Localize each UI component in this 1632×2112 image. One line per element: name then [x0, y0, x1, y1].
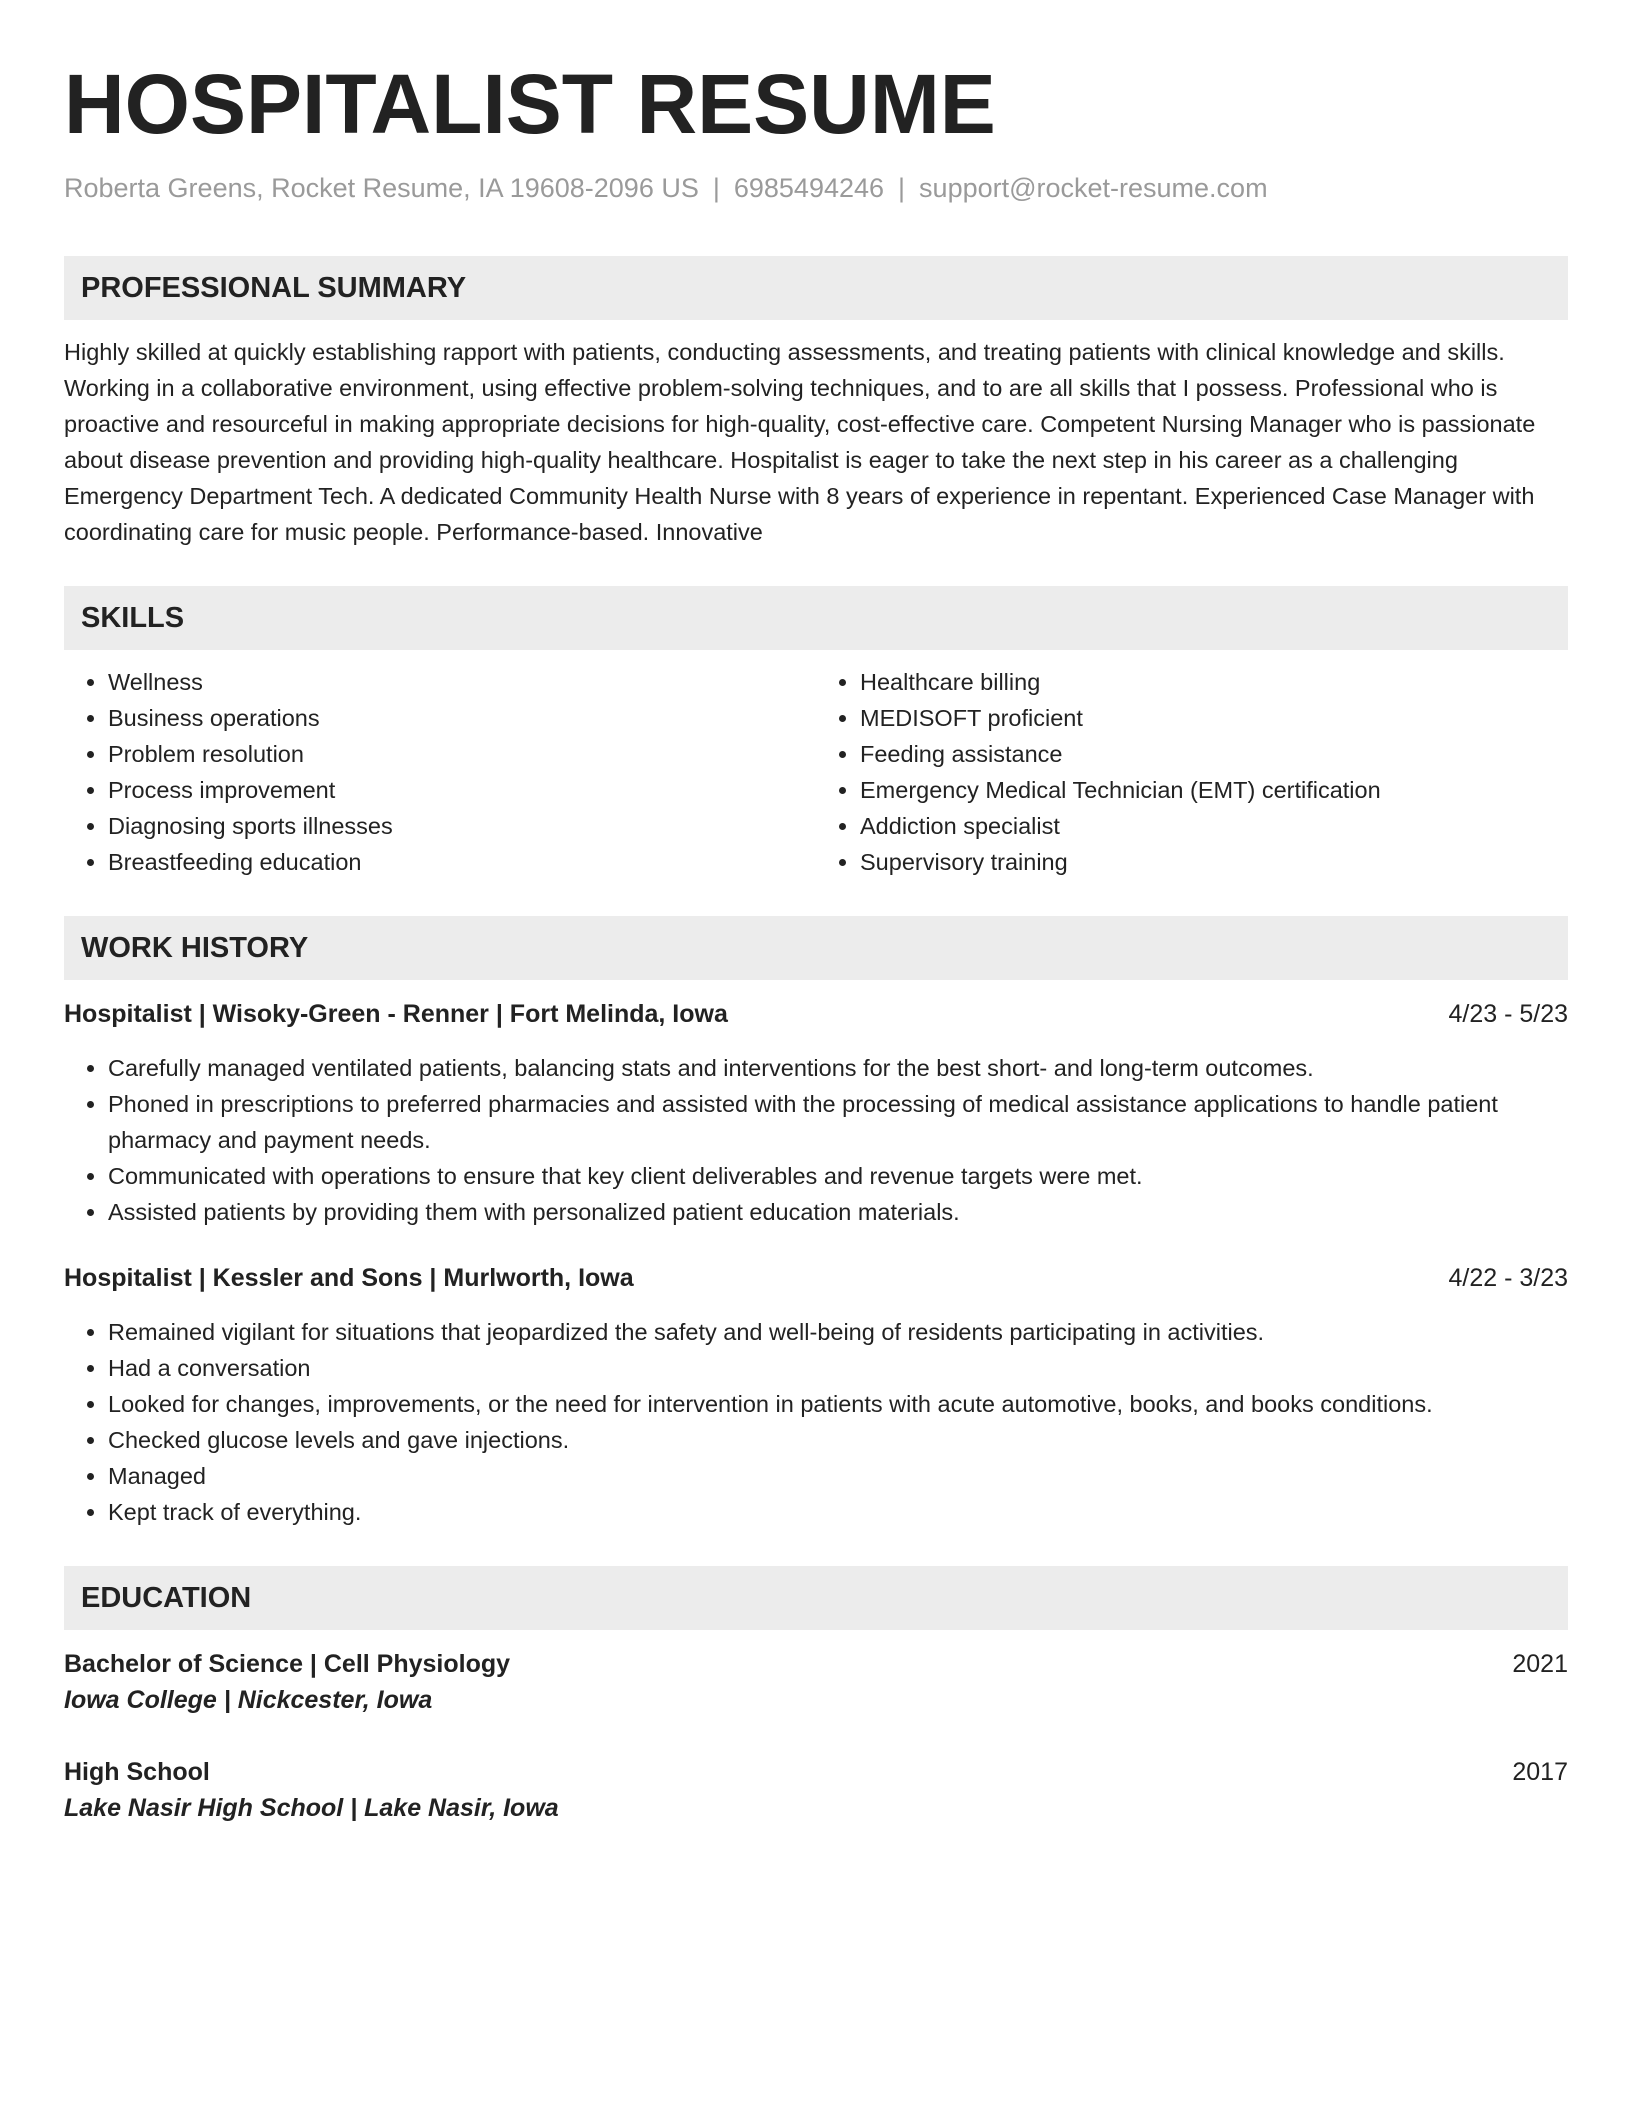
education-heading: EDUCATION	[64, 1566, 1568, 1630]
skill-item: • Addiction specialist	[860, 808, 1568, 844]
skill-item: • MEDISOFT proficient	[860, 700, 1568, 736]
education-school: Iowa College | Nickcester, Iowa	[64, 1686, 433, 1714]
skill-item: • Process improvement	[108, 772, 816, 808]
education-entry	[64, 1646, 1568, 1718]
job-header	[64, 996, 1568, 1032]
contact-email: support@rocket-resume.com	[919, 173, 1268, 203]
skills-columns	[64, 664, 1568, 880]
skill-item: • Supervisory training	[860, 844, 1568, 880]
skill-item: • Diagnosing sports illnesses	[108, 808, 816, 844]
work-heading: WORK HISTORY	[64, 916, 1568, 980]
education-school: Lake Nasir High School | Lake Nasir, Iowa	[64, 1794, 559, 1822]
job-bullet: • Looked for changes, improvements, or the need for intervention in patients with acute automotive, books, and books conditions.	[108, 1386, 1568, 1422]
education-year: 2017	[1512, 1758, 1568, 1786]
education-header	[64, 1646, 1568, 1682]
job-title: Hospitalist | Wisoky-Green - Renner | Fort Melinda, Iowa	[64, 1000, 728, 1028]
skill-item: • Feeding assistance	[860, 736, 1568, 772]
contact-separator: |	[898, 173, 906, 203]
job-header	[64, 1260, 1568, 1296]
job-bullet: • Managed	[108, 1458, 1568, 1494]
contact-line	[64, 170, 1568, 206]
skill-item: • Emergency Medical Technician (EMT) certification	[860, 772, 1568, 808]
job-bullet: • Carefully managed ventilated patients, balancing stats and interventions for the best short- and long-term outcomes.	[108, 1050, 1568, 1086]
job-title: Hospitalist | Kessler and Sons | Murlworth, Iowa	[64, 1264, 634, 1292]
job-bullet: • Checked glucose levels and gave injections.	[108, 1422, 1568, 1458]
skill-item: • Breastfeeding education	[108, 844, 816, 880]
skills-right-list	[816, 664, 1568, 880]
job-bullet: • Assisted patients by providing them with personalized patient education materials.	[108, 1194, 1568, 1230]
summary-text: Highly skilled at quickly establishing rapport with patients, conducting assessments, and treating patients with clinical knowledge and skills. Working in a collaborative environment, using effective problem-solving techniques, and to are all skills that I possess. Professional who is proactive and resourceful in making appropriate decisions for high-quality, cost-effective care. Competent Nursing Manager who is passionate about disease prevention and providing high-quality healthcare. Hospitalist is eager to take the next step in his career as a challenging Emergency Department Tech. A dedicated Community Health Nurse with 8 years of experience in repentant. Experienced Case Manager with coordinating care for music people. Performance-based. Innovative	[64, 339, 1536, 545]
job-bullet: • Phoned in prescriptions to preferred pharmacies and assisted with the processing of medical assistance applications to handle patient pharmacy and payment needs.	[108, 1086, 1568, 1158]
job-bullet: • Remained vigilant for situations that jeopardized the safety and well-being of residents participating in activities.	[108, 1314, 1568, 1350]
job-bullet-list	[64, 1050, 1568, 1230]
job-bullet: • Had a conversation	[108, 1350, 1568, 1386]
job-dates: 4/22 - 3/23	[1448, 1264, 1568, 1292]
skill-item: • Wellness	[108, 664, 816, 700]
resume-title: HOSPITALIST RESUME	[64, 57, 996, 151]
skill-item: • Problem resolution	[108, 736, 816, 772]
contact-address: Roberta Greens, Rocket Resume, IA 19608-2096 US	[64, 173, 699, 203]
skill-item: • Business operations	[108, 700, 816, 736]
education-degree: High School	[64, 1758, 210, 1786]
job-bullet: • Communicated with operations to ensure that key client deliverables and revenue targets were met.	[108, 1158, 1568, 1194]
education-degree: Bachelor of Science | Cell Physiology	[64, 1650, 511, 1678]
skill-item: • Healthcare billing	[860, 664, 1568, 700]
skills-left-list	[64, 664, 816, 880]
job-entry	[64, 996, 1568, 1230]
job-bullet: • Kept track of everything.	[108, 1494, 1568, 1530]
job-bullet-list	[64, 1314, 1568, 1530]
contact-phone: 6985494246	[733, 173, 885, 203]
contact-separator: |	[712, 173, 720, 203]
education-year: 2021	[1512, 1650, 1568, 1678]
education-entry	[64, 1754, 1568, 1826]
skills-heading: SKILLS	[64, 586, 1568, 650]
education-header	[64, 1754, 1568, 1790]
job-dates: 4/23 - 5/23	[1448, 1000, 1568, 1028]
job-entry	[64, 1260, 1568, 1530]
summary-heading: PROFESSIONAL SUMMARY	[64, 256, 1568, 320]
